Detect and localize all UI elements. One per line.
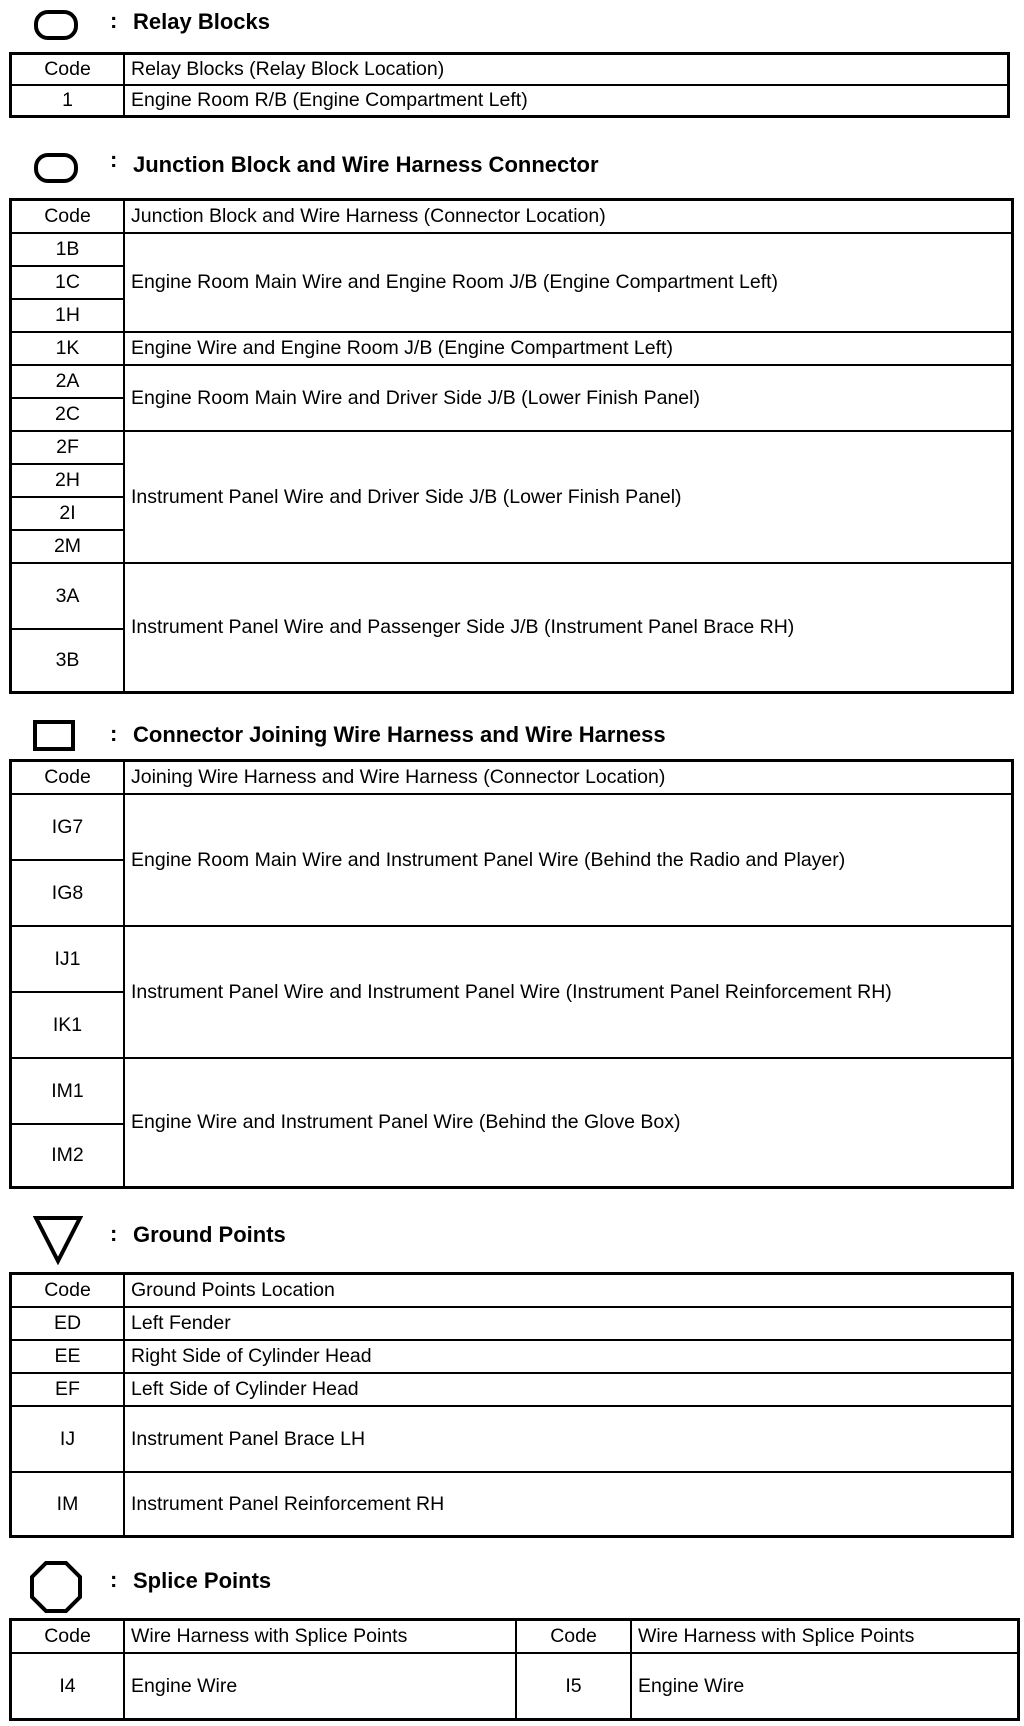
desc-cell: Engine Room Main Wire and Engine Room J/B (Engine Compartment Left)	[124, 233, 1012, 332]
code-cell: IJ1	[11, 926, 124, 992]
code-cell: 3A	[11, 563, 124, 629]
splice-points-header	[0, 1560, 1024, 1616]
desc-cell: Engine Wire	[124, 1653, 516, 1719]
table-row	[11, 1472, 1012, 1536]
table-row	[11, 794, 1012, 860]
desc-cell: Instrument Panel Wire and Driver Side J/B (Lower Finish Panel)	[124, 431, 1012, 563]
code-cell: EF	[11, 1373, 124, 1406]
relay-blocks-header	[0, 2, 1024, 42]
code-header: Code	[11, 54, 124, 85]
rounded-rect-icon	[34, 153, 78, 188]
code-cell: EE	[11, 1340, 124, 1373]
table-row	[11, 85, 1008, 116]
desc-cell: Instrument Panel Wire and Instrument Panel Wire (Instrument Panel Reinforcement RH)	[124, 926, 1012, 1058]
table-row	[11, 926, 1012, 992]
connectors-table	[10, 760, 1013, 1188]
code-cell: I5	[516, 1653, 631, 1719]
table-row	[11, 1340, 1012, 1373]
table-row	[11, 563, 1012, 629]
code-cell: IG7	[11, 794, 124, 860]
desc-cell: Instrument Panel Reinforcement RH	[124, 1472, 1012, 1536]
code-cell: I4	[11, 1653, 124, 1719]
code-cell: 2C	[11, 398, 124, 431]
rounded-rect-icon	[34, 10, 78, 45]
table-row	[11, 1058, 1012, 1124]
code-cell: 2F	[11, 431, 124, 464]
code-cell: 1	[11, 85, 124, 116]
table-row	[11, 332, 1012, 365]
code-cell: 2I	[11, 497, 124, 530]
relay-blocks-table	[10, 53, 1009, 117]
table-row	[11, 431, 1012, 464]
section-title: Ground Points	[133, 1222, 286, 1247]
table-header-row	[11, 761, 1012, 794]
triangle-down-icon	[33, 1215, 83, 1270]
table-row	[11, 1406, 1012, 1472]
code-cell: IK1	[11, 992, 124, 1058]
desc-header: Joining Wire Harness and Wire Harness (Connector Location)	[124, 761, 1012, 794]
junction-blocks-table	[10, 199, 1013, 693]
desc-cell: Right Side of Cylinder Head	[124, 1340, 1012, 1373]
table-row	[11, 1307, 1012, 1340]
desc-header: Junction Block and Wire Harness (Connector Location)	[124, 200, 1012, 233]
code-cell: IM1	[11, 1058, 124, 1124]
table-row	[11, 1373, 1012, 1406]
code-header: Code	[11, 200, 124, 233]
code-header: Code	[11, 1274, 124, 1307]
junction-blocks-header	[0, 145, 1024, 185]
desc-header: Relay Blocks (Relay Block Location)	[124, 54, 1008, 85]
desc-cell: Engine Room Main Wire and Driver Side J/B (Lower Finish Panel)	[124, 365, 1012, 431]
desc-cell: Engine Room Main Wire and Instrument Panel Wire (Behind the Radio and Player)	[124, 794, 1012, 926]
table-header-row	[11, 54, 1008, 85]
desc-cell: Engine Wire	[631, 1653, 1018, 1719]
code-cell: 2M	[11, 530, 124, 563]
table-row	[11, 233, 1012, 266]
code-cell: 1K	[11, 332, 124, 365]
table-header-row	[11, 200, 1012, 233]
desc-cell: Engine Wire and Instrument Panel Wire (Behind the Glove Box)	[124, 1058, 1012, 1187]
code-cell: IJ	[11, 1406, 124, 1472]
code-cell: ED	[11, 1307, 124, 1340]
table-header-row	[11, 1274, 1012, 1307]
ground-points-header	[0, 1213, 1024, 1269]
code-cell: 1C	[11, 266, 124, 299]
colon: :	[110, 8, 118, 33]
desc-cell: Engine Wire and Engine Room J/B (Engine Compartment Left)	[124, 332, 1012, 365]
code-cell: 1H	[11, 299, 124, 332]
colon: :	[110, 1221, 118, 1246]
desc-cell: Left Fender	[124, 1307, 1012, 1340]
colon: :	[110, 1567, 118, 1592]
table-header-row	[11, 1620, 1018, 1653]
table-row	[11, 1653, 1018, 1719]
code-cell: IM2	[11, 1124, 124, 1187]
code-cell: 3B	[11, 629, 124, 692]
code-header: Code	[11, 761, 124, 794]
rectangle-icon	[33, 720, 75, 757]
code-cell: 2H	[11, 464, 124, 497]
code-cell: IG8	[11, 860, 124, 926]
section-title: Connector Joining Wire Harness and Wire Harness	[133, 722, 666, 747]
desc-header: Wire Harness with Splice Points	[124, 1620, 516, 1653]
section-title: Splice Points	[133, 1568, 272, 1593]
desc-cell: Engine Room R/B (Engine Compartment Left)	[124, 85, 1008, 116]
splice-points-table	[10, 1619, 1019, 1720]
code-cell: 2A	[11, 365, 124, 398]
code-header: Code	[516, 1620, 631, 1653]
connectors-header	[0, 715, 1024, 755]
colon: :	[110, 147, 118, 172]
section-title: Junction Block and Wire Harness Connector	[133, 152, 599, 177]
colon: :	[110, 721, 118, 746]
ground-points-table	[10, 1273, 1013, 1537]
code-cell: IM	[11, 1472, 124, 1536]
table-row	[11, 365, 1012, 398]
desc-header: Wire Harness with Splice Points	[631, 1620, 1018, 1653]
code-header: Code	[11, 1620, 124, 1653]
code-cell: 1B	[11, 233, 124, 266]
desc-header: Ground Points Location	[124, 1274, 1012, 1307]
section-title: Relay Blocks	[133, 9, 270, 34]
octagon-icon	[29, 1560, 83, 1619]
desc-cell: Instrument Panel Wire and Passenger Side J/B (Instrument Panel Brace RH)	[124, 563, 1012, 692]
desc-cell: Instrument Panel Brace LH	[124, 1406, 1012, 1472]
desc-cell: Left Side of Cylinder Head	[124, 1373, 1012, 1406]
